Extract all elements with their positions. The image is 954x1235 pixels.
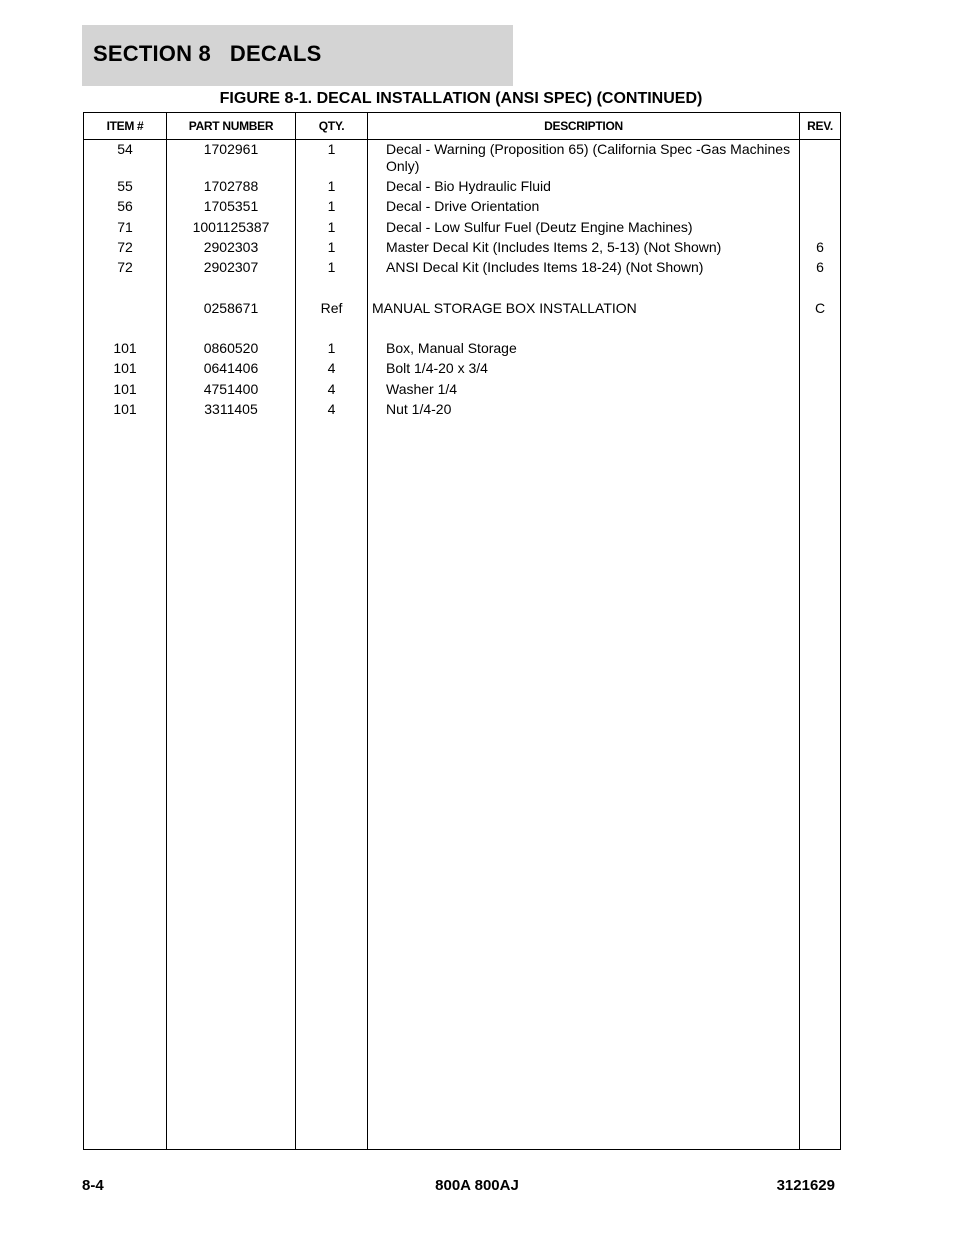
part-number: 4751400 xyxy=(203,381,259,397)
item-number: 56 xyxy=(117,198,133,214)
item-number: 72 xyxy=(117,259,133,275)
model-name: 800A 800AJ xyxy=(435,1177,519,1194)
quantity: 1 xyxy=(327,239,336,255)
description: ANSI Decal Kit (Includes Items 18-24) (Not Shown) xyxy=(386,259,704,275)
quantity: 4 xyxy=(327,381,336,397)
description: Nut 1/4-20 xyxy=(386,401,452,417)
column-header-description: DESCRIPTION xyxy=(544,119,623,133)
quantity: 4 xyxy=(327,360,336,376)
quantity: Ref xyxy=(320,300,343,316)
item-number: 101 xyxy=(113,381,137,397)
description: Decal - Warning (Proposition 65) (California Spec -Gas Machines Only) xyxy=(386,141,791,174)
document-number: 3121629 xyxy=(776,1177,835,1194)
column-header-part-number: PART NUMBER xyxy=(188,119,274,133)
item-number: 101 xyxy=(113,360,137,376)
item-number: 71 xyxy=(117,219,133,235)
parts-table xyxy=(83,112,841,1150)
part-number: 2902307 xyxy=(203,259,259,275)
quantity: 4 xyxy=(327,401,336,417)
column-divider xyxy=(367,113,368,1149)
part-number: 0641406 xyxy=(203,360,259,376)
item-number: 101 xyxy=(113,340,137,356)
quantity: 1 xyxy=(327,340,336,356)
column-header-rev: REV. xyxy=(807,119,833,133)
item-number: 101 xyxy=(113,401,137,417)
description: Master Decal Kit (Includes Items 2, 5-13) (Not Shown) xyxy=(386,239,722,255)
description: Bolt 1/4-20 x 3/4 xyxy=(386,360,488,376)
section-title: SECTION 8 DECALS xyxy=(93,41,322,66)
part-number: 1705351 xyxy=(203,198,259,214)
item-number: 55 xyxy=(117,178,133,194)
part-number: 1001125387 xyxy=(192,219,270,235)
part-number: 0860520 xyxy=(203,340,259,356)
column-header-qty: QTY. xyxy=(318,119,345,133)
part-number: 1702961 xyxy=(203,141,259,157)
item-number: 54 xyxy=(117,141,133,157)
figure-title: FIGURE 8-1. DECAL INSTALLATION (ANSI SPEC) (CONTINUED) xyxy=(219,90,703,107)
quantity: 1 xyxy=(327,259,336,275)
description: Decal - Low Sulfur Fuel (Deutz Engine Machines) xyxy=(386,219,693,235)
quantity: 1 xyxy=(327,219,336,235)
section-banner xyxy=(82,25,513,86)
quantity: 1 xyxy=(327,198,336,214)
part-number: 1702788 xyxy=(203,178,259,194)
item-number: 72 xyxy=(117,239,133,255)
description: Decal - Drive Orientation xyxy=(386,198,540,214)
description: Washer 1/4 xyxy=(386,381,458,397)
revision: 6 xyxy=(816,239,824,255)
quantity: 1 xyxy=(327,178,336,194)
part-number: 3311405 xyxy=(204,401,258,417)
revision: C xyxy=(814,300,826,316)
description: MANUAL STORAGE BOX INSTALLATION xyxy=(372,300,637,316)
column-header-item: ITEM # xyxy=(106,119,144,133)
header-divider xyxy=(84,139,840,140)
page-number: 8-4 xyxy=(82,1177,104,1194)
description: Box, Manual Storage xyxy=(386,340,517,356)
description: Decal - Bio Hydraulic Fluid xyxy=(386,178,551,194)
part-number: 0258671 xyxy=(203,300,259,316)
quantity: 1 xyxy=(327,141,336,157)
part-number: 2902303 xyxy=(203,239,259,255)
revision: 6 xyxy=(816,259,824,275)
